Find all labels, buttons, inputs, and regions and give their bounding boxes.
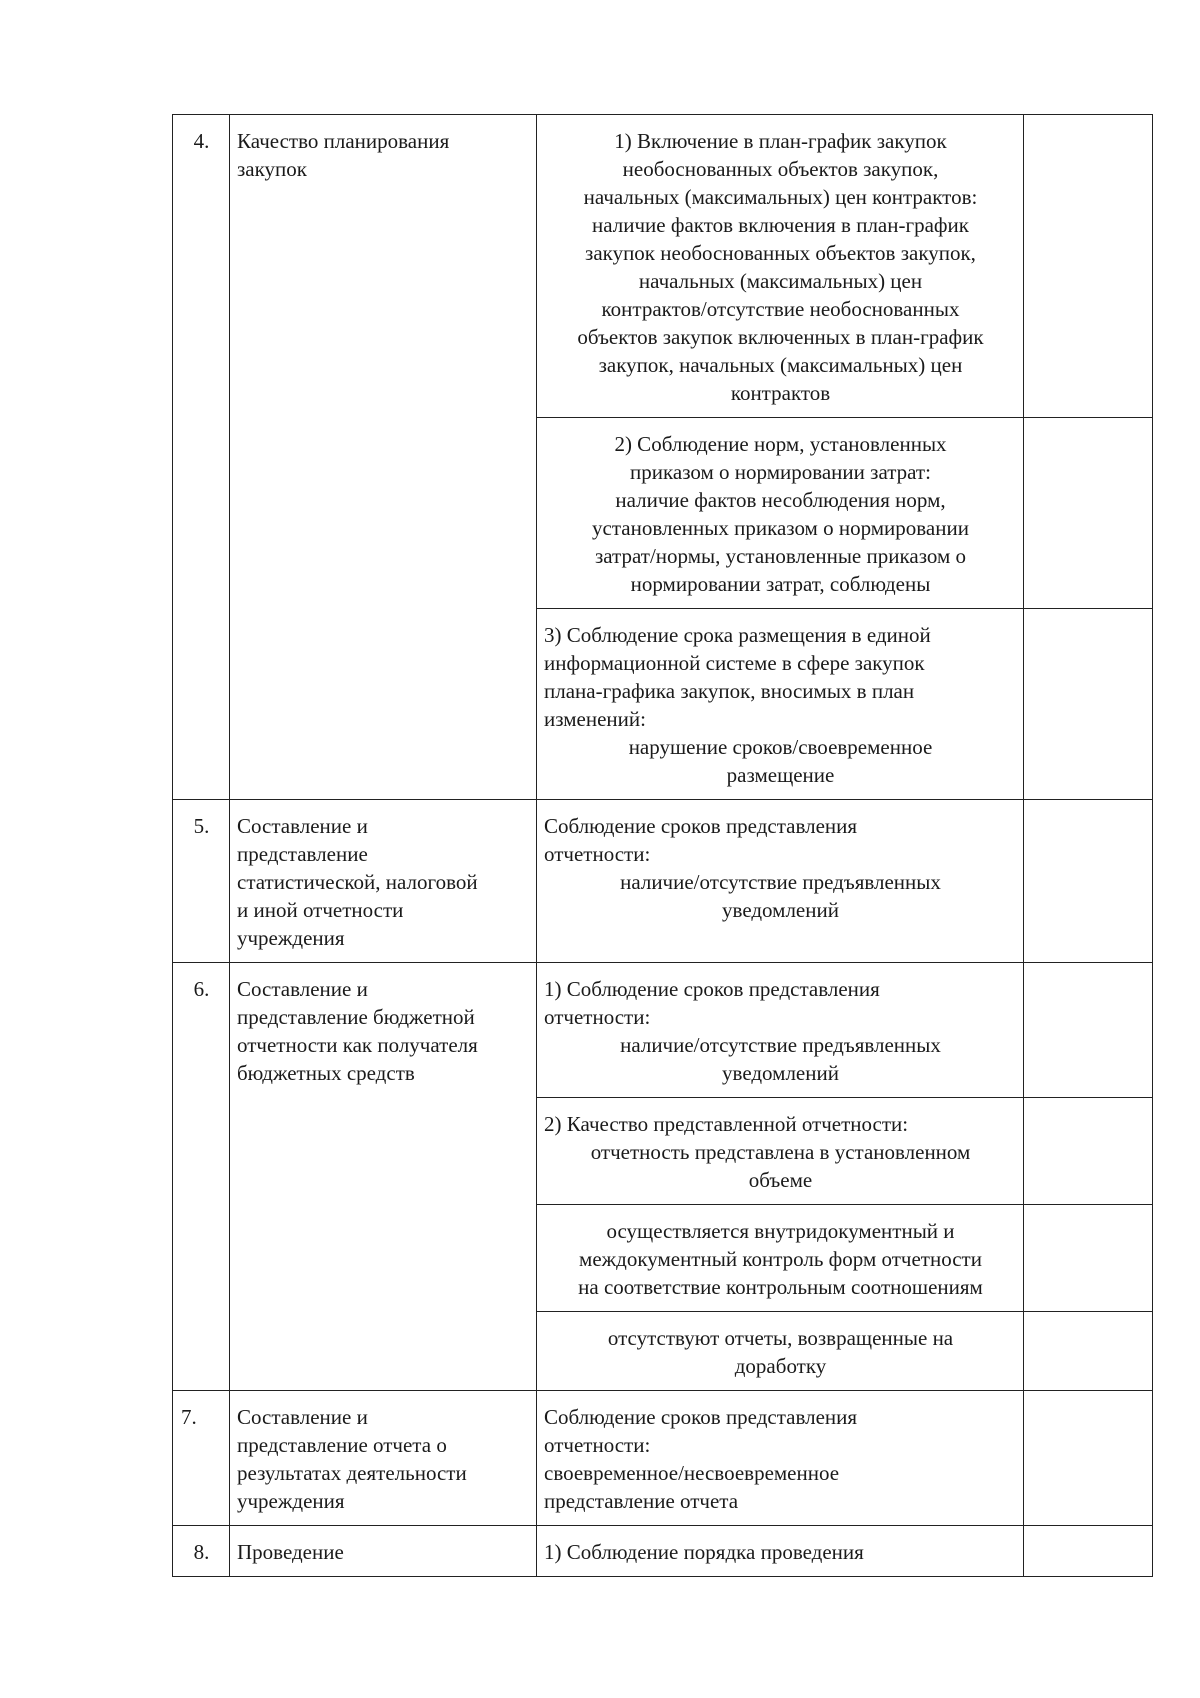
score-cell: [1024, 418, 1153, 609]
row-number-cell: 7.: [173, 1391, 230, 1526]
activity-name-line: Составление и: [237, 814, 368, 838]
criterion-line: нормировании затрат, соблюдены: [630, 572, 931, 596]
table-row: [173, 115, 1153, 418]
criterion-line: отчетности:: [544, 842, 651, 866]
criterion-line: информационной системе в сфере закупок: [544, 651, 925, 675]
criterion-line: Соблюдение сроков представления: [544, 1405, 858, 1429]
activity-name-line: бюджетных средств: [237, 1061, 415, 1085]
score-cell: [1024, 609, 1153, 800]
criterion-line: необоснованных объектов закупок,: [622, 157, 939, 181]
criterion-line: приказом о нормировании затрат:: [630, 460, 931, 484]
criterion-cell: [537, 1391, 1024, 1526]
activity-name-line: Проведение: [237, 1540, 344, 1564]
criterion-line: контрактов/отсутствие необоснованных: [601, 297, 960, 321]
score-cell: [1024, 1312, 1153, 1391]
criterion-cell: [537, 1098, 1024, 1205]
activity-name-cell: [230, 963, 537, 1391]
activity-name-line: представление бюджетной: [237, 1005, 475, 1029]
row-number-cell: 4.: [173, 115, 230, 800]
table-row: [173, 800, 1153, 963]
activity-name-line: и иной отчетности: [237, 898, 404, 922]
activity-name-line: Составление и: [237, 1405, 368, 1429]
criterion-line: нарушение сроков/своевременное: [628, 735, 933, 759]
table-row: [173, 963, 1153, 1098]
score-cell: [1024, 1205, 1153, 1312]
criterion-line: 1) Включение в план-график закупок: [614, 129, 947, 153]
activity-name-line: Качество планирования: [237, 129, 450, 153]
criterion-line: объектов закупок включенных в план-график: [577, 325, 984, 349]
criterion-cell: [537, 963, 1024, 1098]
criteria-table: [172, 114, 1153, 1577]
criterion-line: отчетности:: [544, 1433, 651, 1457]
criterion-line: закупок, начальных (максимальных) цен: [598, 353, 963, 377]
activity-name-line: результатах деятельности: [237, 1461, 467, 1485]
criterion-line: размещение: [726, 763, 835, 787]
score-cell: [1024, 800, 1153, 963]
activity-name-cell: [230, 1391, 537, 1526]
criterion-line: 1) Соблюдение сроков представления: [544, 977, 880, 1001]
criterion-cell: [537, 115, 1024, 418]
criterion-cell: [537, 418, 1024, 609]
activity-name-line: отчетности как получателя: [237, 1033, 478, 1057]
activity-name-line: представление: [237, 842, 368, 866]
criterion-line: 3) Соблюдение срока размещения в единой: [544, 623, 931, 647]
table-row: [173, 1391, 1153, 1526]
criterion-line: доработку: [734, 1354, 827, 1378]
activity-name-line: закупок: [237, 157, 307, 181]
criterion-line: наличие фактов несоблюдения норм,: [615, 488, 946, 512]
criterion-line: наличие/отсутствие предъявленных: [620, 1033, 941, 1057]
activity-name-cell: [230, 115, 537, 800]
criterion-line: 2) Соблюдение норм, установленных: [614, 432, 947, 456]
criterion-line: Соблюдение сроков представления: [544, 814, 858, 838]
activity-name-cell: [230, 1526, 537, 1577]
activity-name-line: учреждения: [237, 926, 345, 950]
criterion-line: междокументный контроль форм отчетности: [579, 1247, 982, 1271]
activity-name-line: Составление и: [237, 977, 368, 1001]
score-cell: [1024, 1526, 1153, 1577]
criterion-line: представление отчета: [544, 1489, 739, 1513]
criterion-line: наличие фактов включения в план-график: [592, 213, 969, 237]
criterion-line: закупок необоснованных объектов закупок,: [585, 241, 976, 265]
activity-name-cell: [230, 800, 537, 963]
criterion-line: затрат/нормы, установленные приказом о: [594, 544, 967, 568]
score-cell: [1024, 1098, 1153, 1205]
criterion-line: установленных приказом о нормировании: [592, 516, 969, 540]
criterion-cell: [537, 1526, 1024, 1577]
criterion-line: плана-графика закупок, вносимых в план: [544, 679, 915, 703]
criterion-line: своевременное/несвоевременное: [544, 1461, 840, 1485]
criterion-line: уведомлений: [722, 1061, 839, 1085]
criterion-line: изменений:: [544, 707, 646, 731]
criterion-line: 1) Соблюдение порядка проведения: [544, 1540, 864, 1564]
criterion-line: начальных (максимальных) цен: [638, 269, 923, 293]
criterion-line: наличие/отсутствие предъявленных: [620, 870, 941, 894]
score-cell: [1024, 1391, 1153, 1526]
criterion-line: осуществляется внутридокументный и: [606, 1219, 955, 1243]
criterion-line: на соответствие контрольным соотношениям: [578, 1275, 983, 1299]
criterion-line: контрактов: [730, 381, 831, 405]
criterion-cell: [537, 1312, 1024, 1391]
criteria-table-body: [173, 115, 1153, 1577]
activity-name-line: учреждения: [237, 1489, 345, 1513]
criterion-cell: [537, 609, 1024, 800]
score-cell: [1024, 963, 1153, 1098]
criterion-line: уведомлений: [722, 898, 839, 922]
score-cell: [1024, 115, 1153, 418]
criterion-line: отчетность представлена в установленном: [590, 1140, 971, 1164]
row-number-cell: 6.: [173, 963, 230, 1391]
criterion-cell: [537, 1205, 1024, 1312]
row-number-cell: 5.: [173, 800, 230, 963]
criterion-line: объеме: [748, 1168, 813, 1192]
criterion-line: отчетности:: [544, 1005, 651, 1029]
criterion-line: начальных (максимальных) цен контрактов:: [583, 185, 978, 209]
criterion-line: 2) Качество представленной отчетности:: [544, 1112, 909, 1136]
row-number-cell: 8.: [173, 1526, 230, 1577]
criterion-cell: [537, 800, 1024, 963]
activity-name-line: статистической, налоговой: [237, 870, 478, 894]
activity-name-line: представление отчета о: [237, 1433, 447, 1457]
table-row: [173, 1526, 1153, 1577]
criterion-line: отсутствуют отчеты, возвращенные на: [607, 1326, 954, 1350]
